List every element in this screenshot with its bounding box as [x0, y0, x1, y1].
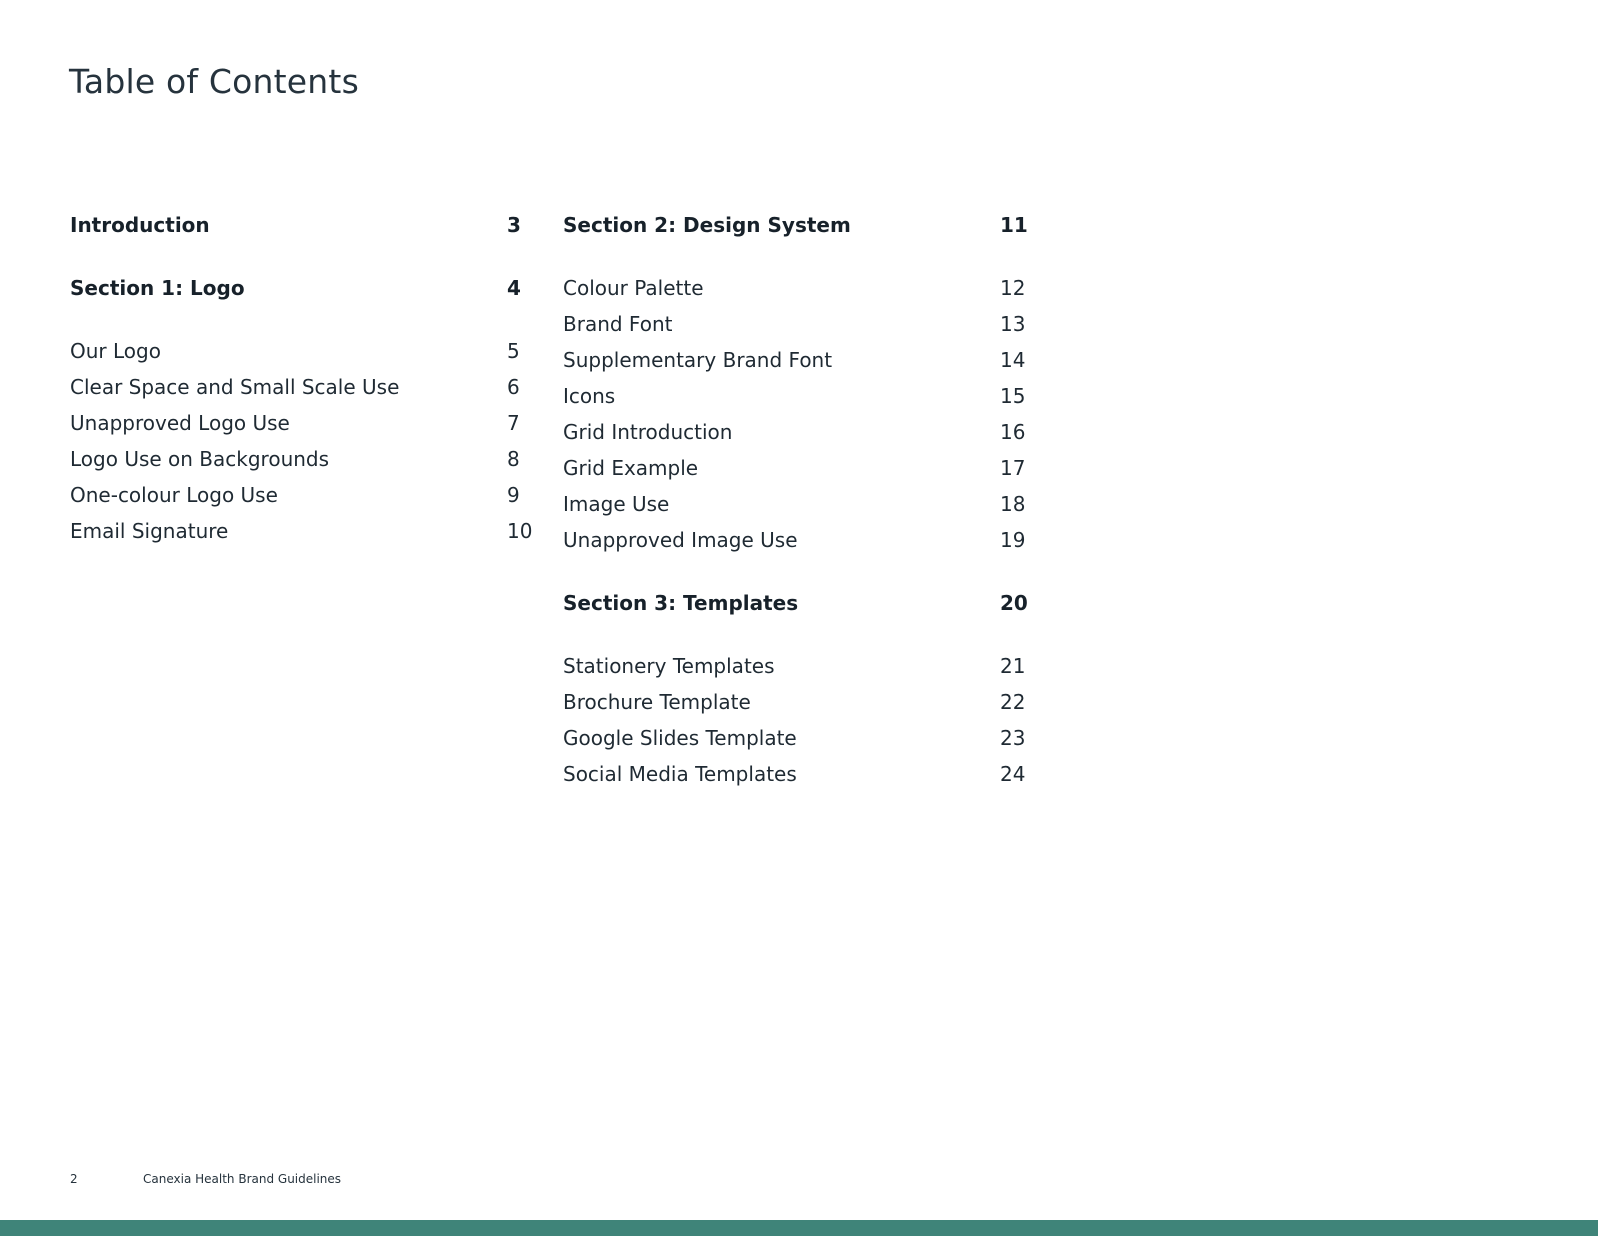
toc-entry-brochure-template[interactable]	[563, 684, 1026, 720]
toc-entry-label: Social Media Templates	[563, 762, 797, 786]
toc-entry-page: 14	[1000, 348, 1026, 372]
toc-entry-label: Section 1: Logo	[70, 276, 245, 300]
toc-left-column	[70, 207, 533, 549]
toc-entry-brand-font[interactable]	[563, 306, 1026, 342]
footer-document-title: Canexia Health Brand Guidelines	[143, 1172, 342, 1186]
toc-entry-label: Brand Font	[563, 312, 673, 336]
toc-entry-label: Our Logo	[70, 339, 161, 363]
toc-entry-page: 17	[1000, 456, 1026, 480]
toc-entry-page: 9	[507, 483, 520, 507]
toc-entry-grid-example[interactable]	[563, 450, 1026, 486]
toc-heading-section-2[interactable]	[563, 207, 1028, 243]
toc-entry-page: 15	[1000, 384, 1026, 408]
toc-entry-stationery-templates[interactable]	[563, 648, 1026, 684]
toc-entry-label: Introduction	[70, 213, 210, 237]
toc-entry-label: Image Use	[563, 492, 670, 516]
toc-entry-label: Grid Introduction	[563, 420, 733, 444]
toc-entry-label: Unapproved Image Use	[563, 528, 798, 552]
toc-entry-page: 18	[1000, 492, 1026, 516]
toc-entry-google-slides-template[interactable]	[563, 720, 1026, 756]
toc-entry-unapproved-logo-use[interactable]	[70, 405, 530, 441]
toc-entry-page: 11	[1000, 213, 1028, 237]
footer-accent-bar	[0, 1220, 1598, 1236]
toc-entry-page: 6	[507, 375, 520, 399]
toc-heading-introduction[interactable]	[70, 207, 530, 243]
toc-entry-unapproved-image-use[interactable]	[563, 522, 1026, 558]
toc-entry-page: 3	[507, 213, 521, 237]
toc-entry-label: Supplementary Brand Font	[563, 348, 833, 372]
toc-entry-image-use[interactable]	[563, 486, 1026, 522]
toc-entry-label: Clear Space and Small Scale Use	[70, 375, 400, 399]
toc-entry-page: 12	[1000, 276, 1026, 300]
toc-entry-label: Section 2: Design System	[563, 213, 851, 237]
toc-heading-section-1[interactable]	[70, 270, 530, 306]
toc-entry-one-colour-logo[interactable]	[70, 477, 530, 513]
toc-entry-label: Unapproved Logo Use	[70, 411, 290, 435]
toc-entry-page: 13	[1000, 312, 1026, 336]
toc-entry-supplementary-font[interactable]	[563, 342, 1026, 378]
toc-entry-page: 5	[507, 339, 520, 363]
toc-entry-logo-on-backgrounds[interactable]	[70, 441, 530, 477]
toc-entry-page: 7	[507, 411, 520, 435]
toc-entry-page: 21	[1000, 654, 1026, 678]
toc-entry-label: Brochure Template	[563, 690, 751, 714]
toc-entry-page: 4	[507, 276, 521, 300]
toc-entry-label: Icons	[563, 384, 616, 408]
toc-entry-icons[interactable]	[563, 378, 1026, 414]
toc-entry-label: Grid Example	[563, 456, 699, 480]
toc-entry-label: Google Slides Template	[563, 726, 797, 750]
toc-entry-page: 22	[1000, 690, 1026, 714]
toc-entry-page: 23	[1000, 726, 1026, 750]
toc-entry-label: Section 3: Templates	[563, 591, 799, 615]
footer-page-number: 2	[70, 1172, 78, 1186]
toc-entry-page: 10	[507, 519, 533, 543]
toc-heading-section-3[interactable]	[563, 585, 1028, 621]
toc-entry-label: One-colour Logo Use	[70, 483, 278, 507]
toc-entry-our-logo[interactable]	[70, 333, 530, 369]
toc-right-column	[563, 207, 1028, 792]
toc-entry-page: 19	[1000, 528, 1026, 552]
toc-entry-clear-space[interactable]	[70, 369, 530, 405]
toc-entry-page: 24	[1000, 762, 1026, 786]
toc-entry-colour-palette[interactable]	[563, 270, 1026, 306]
page-title: Table of Contents	[69, 62, 359, 101]
toc-entry-page: 8	[507, 447, 520, 471]
toc-entry-social-media-templates[interactable]	[563, 756, 1026, 792]
toc-entry-page: 20	[1000, 591, 1028, 615]
toc-entry-email-signature[interactable]	[70, 513, 533, 549]
toc-entry-label: Colour Palette	[563, 276, 704, 300]
toc-entry-grid-introduction[interactable]	[563, 414, 1026, 450]
toc-entry-page: 16	[1000, 420, 1026, 444]
toc-entry-label: Email Signature	[70, 519, 229, 543]
toc-entry-label: Stationery Templates	[563, 654, 775, 678]
toc-entry-label: Logo Use on Backgrounds	[70, 447, 330, 471]
